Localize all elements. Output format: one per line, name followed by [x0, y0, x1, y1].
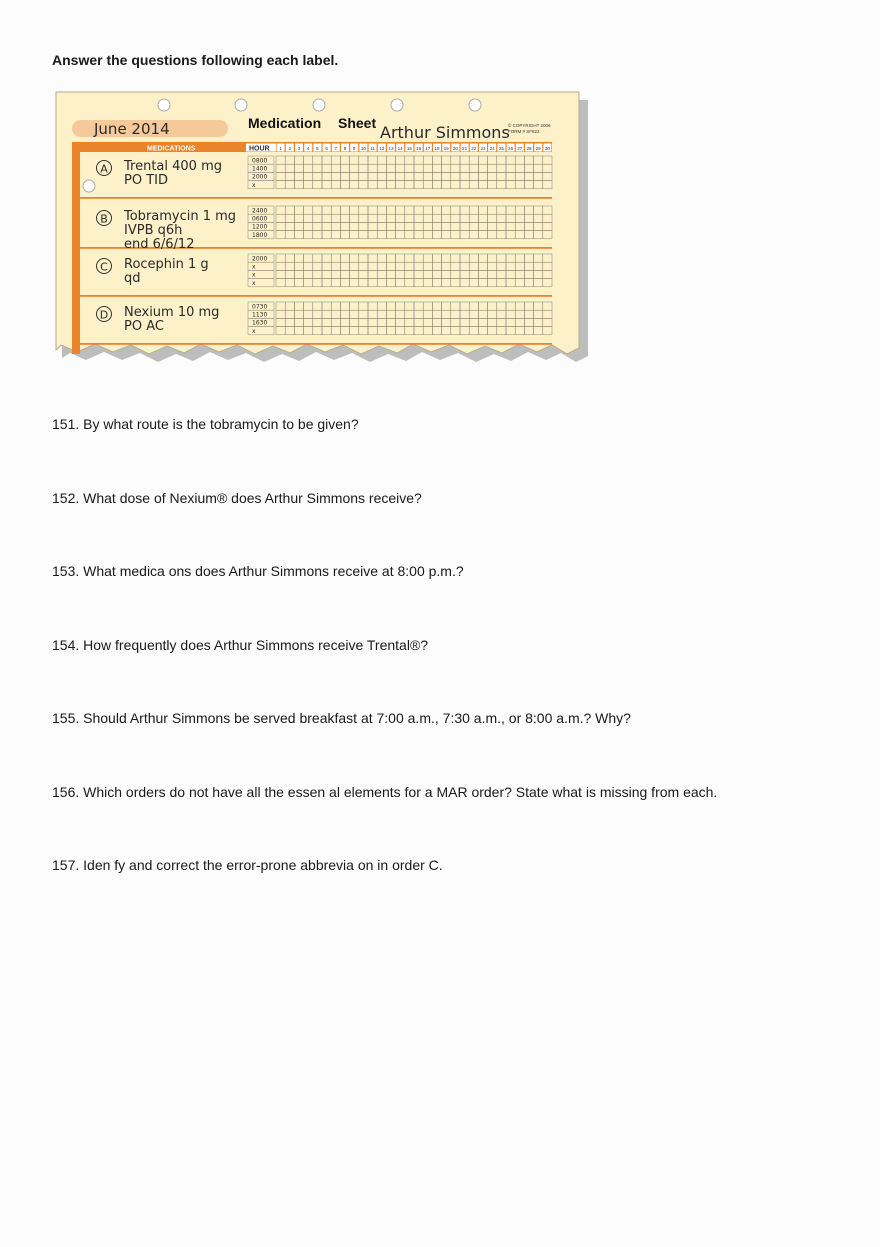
- day-number: 15: [406, 146, 412, 151]
- question-156: 156. Which orders do not have all the essen al elements for a MAR order? State what is missing from each.: [52, 783, 718, 800]
- day-number: 14: [397, 146, 403, 151]
- hour-value: 1630: [252, 319, 268, 327]
- instructions-heading: Answer the questions following each label.: [52, 52, 339, 68]
- day-number: 20: [452, 146, 458, 151]
- hour-value: x: [252, 327, 256, 335]
- day-number: 26: [508, 146, 514, 151]
- order-text-line: Nexium 10 mg: [124, 305, 220, 320]
- order-separator: [80, 197, 552, 199]
- day-number: 28: [526, 146, 532, 151]
- day-number: 23: [480, 146, 486, 151]
- day-number: 29: [535, 146, 541, 151]
- day-number: 7: [334, 146, 338, 151]
- day-number: 12: [379, 146, 385, 151]
- day-number: 13: [388, 146, 394, 151]
- sheet-title-medication: Medication: [248, 115, 322, 131]
- order-text-line: Tobramycin 1 mg: [124, 209, 237, 224]
- day-number: 16: [416, 146, 422, 151]
- day-number: 22: [471, 146, 477, 151]
- medication-sheet-image: [52, 90, 592, 365]
- hour-value: 1200: [252, 223, 268, 231]
- sheet-month: June 2014: [94, 120, 170, 138]
- hour-value: x: [252, 181, 256, 189]
- hour-value: x: [252, 263, 256, 271]
- order-letter: A: [100, 162, 108, 176]
- order-text-line: end 6/6/12: [124, 237, 195, 252]
- question-151: 151. By what route is the tobramycin to be given?: [52, 416, 359, 432]
- day-number: 2: [288, 146, 292, 151]
- order-text-line: Rocephin 1 g: [124, 257, 209, 272]
- sheet-left-bar: [72, 142, 80, 354]
- day-number: 17: [425, 146, 431, 151]
- day-number: 18: [434, 146, 440, 151]
- hour-value: 2000: [252, 173, 268, 181]
- day-number: 1: [279, 146, 282, 151]
- form-number: FORM # SF822: [508, 129, 540, 134]
- hour-value: 1130: [252, 311, 268, 319]
- day-number: 10: [360, 146, 366, 151]
- order-text-line: qd: [124, 271, 141, 286]
- order-text-line: PO TID: [124, 173, 168, 188]
- day-number: 30: [544, 146, 550, 151]
- day-number: 9: [352, 146, 356, 151]
- order-letter: C: [100, 260, 108, 274]
- col-medications-label: MEDICATIONS: [147, 145, 196, 153]
- order-separator: [80, 343, 552, 345]
- day-number: 27: [517, 146, 523, 151]
- hour-value: x: [252, 271, 256, 279]
- hour-value: 1800: [252, 231, 268, 239]
- col-hour-label: HOUR: [249, 145, 270, 153]
- day-number: 19: [443, 146, 449, 151]
- day-number: 4: [306, 146, 310, 151]
- patient-name: Arthur Simmons: [380, 123, 510, 142]
- question-157: 157. Iden fy and correct the error-prone abbrevia on in order C.: [52, 857, 443, 873]
- day-number: 25: [498, 146, 504, 151]
- order-separator: [80, 295, 552, 297]
- order-text-line: PO AC: [124, 319, 164, 334]
- day-number: 21: [462, 146, 468, 151]
- hour-value: 2400: [252, 207, 268, 215]
- day-number: 24: [489, 146, 495, 151]
- sheet-title-sheet: Sheet: [338, 115, 377, 131]
- day-number: 11: [370, 146, 375, 151]
- day-number: 8: [343, 146, 347, 151]
- hour-value: 2000: [252, 255, 268, 263]
- hour-value: 0730: [252, 303, 268, 311]
- question-list: [52, 416, 717, 931]
- hour-value: 0600: [252, 215, 268, 223]
- question-154: 154. How frequently does Arthur Simmons receive Trental®?: [52, 636, 429, 653]
- day-number: 3: [297, 146, 301, 151]
- order-text-line: IVPB q6h: [124, 223, 183, 238]
- order-text-line: Trental 400 mg: [124, 159, 222, 174]
- order-letter: B: [100, 212, 108, 226]
- copyright-text: © COPYRIGHT 2006: [508, 123, 551, 128]
- day-number: 5: [316, 146, 319, 151]
- question-152: 152. What dose of Nexium® does Arthur Simmons receive?: [52, 489, 422, 506]
- hour-value: x: [252, 279, 256, 287]
- question-153: 153. What medica ons does Arthur Simmons receive at 8:00 p.m.?: [52, 563, 464, 579]
- order-letter: D: [99, 308, 109, 322]
- question-155: 155. Should Arthur Simmons be served breakfast at 7:00 a.m., 7:30 a.m., or 8:00 a.m.? Why?: [52, 710, 631, 726]
- hour-value: 1400: [252, 165, 268, 173]
- day-number: 6: [325, 146, 328, 151]
- hour-value: 0800: [252, 157, 268, 165]
